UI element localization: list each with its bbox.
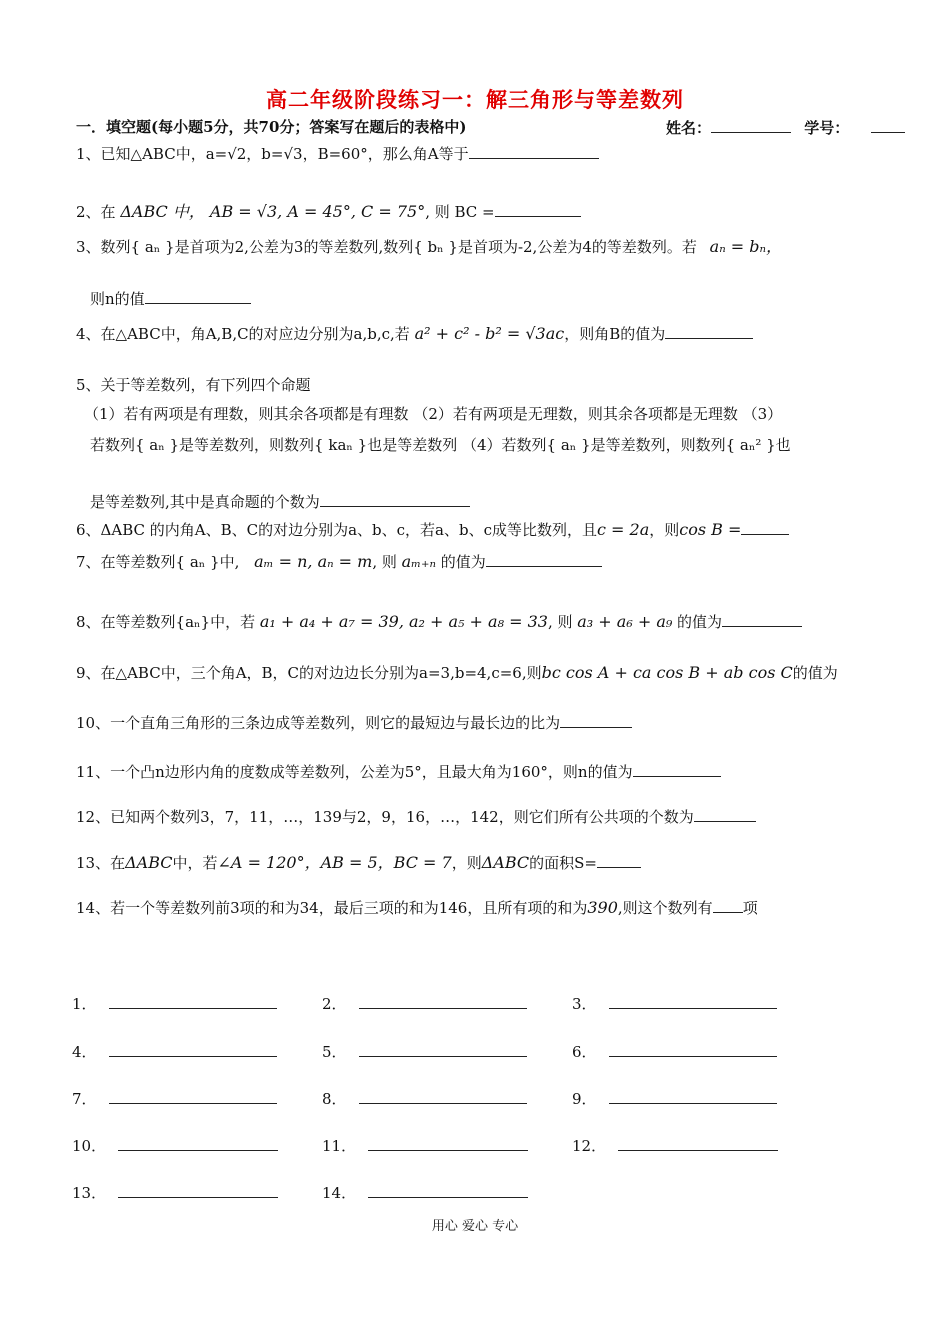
page-footer: 用心 爱心 专心 <box>431 1219 519 1234</box>
question-9 <box>76 662 838 684</box>
question-2-suffix: , 则 BC = <box>425 203 495 221</box>
answer-field[interactable] <box>359 992 527 1009</box>
question-2-prefix: 2、在 <box>76 203 116 221</box>
answer-label: 10． <box>72 1137 107 1155</box>
section-label: 一．填空题(每小题5分，共70分；答案写在题后的表格中) <box>76 118 467 136</box>
question-4-blank <box>665 322 753 339</box>
question-9-suffix: 的值为 <box>792 664 838 682</box>
question-7-blank <box>486 550 602 567</box>
question-14-mid: ,则这个数列有 <box>617 899 713 917</box>
question-5-line4: 是等差数列,其中是真命题的个数为 <box>90 493 320 511</box>
question-5-statements-a <box>84 403 782 425</box>
id-field[interactable] <box>871 116 905 133</box>
question-14-math: 390 <box>587 898 618 917</box>
answer-label: 3． <box>572 995 597 1013</box>
answer-label: 13． <box>72 1184 107 1202</box>
question-13-math3: ΔABC <box>481 853 530 872</box>
answer-label: 7． <box>72 1090 97 1108</box>
answer-field[interactable] <box>368 1181 528 1198</box>
question-7-prefix: 7、在等差数列{ aₙ }中, <box>76 553 240 571</box>
question-14-blank <box>713 896 743 913</box>
answer-label: 6． <box>572 1043 597 1061</box>
answer-row-2[interactable] <box>322 992 527 1014</box>
question-10 <box>76 711 632 734</box>
question-5-blank <box>320 490 470 507</box>
answer-field[interactable] <box>609 1040 777 1057</box>
question-5-line2: （1）若有两项是有理数，则其余各项都是有理数 （2）若有两项是无理数，则其余各项都是无理数 （3） <box>84 405 783 423</box>
question-9-math: bc cos A + ca cos B + ab cos C <box>541 663 793 682</box>
page-title: 高二年级阶段练习一：解三角形与等差数列 <box>266 87 684 112</box>
question-1-text: 1、已知△ABC中，a=√2，b=√3，B=60°，那么角A等于 <box>76 145 469 163</box>
question-13-prefix: 13、在 <box>76 854 126 872</box>
question-9-prefix: 9、在△ABC中，三个角A，B，C的对边边长分别为a=3,b=4,c=6,则 <box>76 664 542 682</box>
question-12-text: 12、已知两个数列3，7，11，…，139与2，9，16，…，142，则它们所有公共项的个数为 <box>76 808 694 826</box>
answer-field[interactable] <box>618 1134 778 1151</box>
answer-label: 4． <box>72 1043 97 1061</box>
answer-row-13[interactable] <box>72 1181 278 1203</box>
answer-row-3[interactable] <box>572 992 777 1014</box>
answer-label: 14． <box>322 1184 357 1202</box>
question-8-mid: , 则 <box>547 613 573 631</box>
answer-field[interactable] <box>609 992 777 1009</box>
question-4-prefix: 4、在△ABC中，角A,B,C的对应边分别为a,b,c,若 <box>76 325 410 343</box>
answer-row-4[interactable] <box>72 1040 277 1062</box>
name-label: 姓名： <box>666 119 712 137</box>
question-6-math2: cos B = <box>679 520 742 539</box>
question-3-blank <box>145 287 251 304</box>
question-12 <box>76 805 756 828</box>
question-3-line1: 3、数列{ aₙ }是首项为2,公差为3的等差数列,数列{ bₙ }是首项为-2,公差为4的等差数列。若 <box>76 238 697 256</box>
question-14 <box>76 896 758 919</box>
student-info <box>666 116 905 139</box>
question-11-text: 11、一个凸n边形内角的度数成等差数列，公差为5°，且最大角为160°，则n的值为 <box>76 763 633 781</box>
answer-field[interactable] <box>359 1040 527 1057</box>
question-4-suffix: ，则角B的值为 <box>564 325 666 343</box>
question-2 <box>76 200 581 223</box>
question-7 <box>76 550 602 573</box>
question-5-ask <box>90 490 470 513</box>
answer-label: 11． <box>322 1137 357 1155</box>
question-11-blank <box>633 760 721 777</box>
question-2-math: ΔABC 中， AB = √3, A = 45°, C = 75° <box>120 202 426 221</box>
answer-row-1[interactable] <box>72 992 277 1014</box>
question-13-mid: 中，若 <box>172 854 218 872</box>
question-13 <box>76 851 641 874</box>
question-13-suffix: 的面积S= <box>529 854 598 872</box>
answer-row-8[interactable] <box>322 1087 527 1109</box>
question-8-math: a₁ + a₄ + a₇ = 39, a₂ + a₅ + a₈ = 33 <box>259 612 548 631</box>
question-6-math: c = 2a <box>596 520 650 539</box>
question-6-prefix: 6、ΔABC 的内角A、B、C的对边分别为a、b、c，若a、b、c成等比数列，且 <box>76 521 597 539</box>
question-1 <box>76 142 599 165</box>
question-7-math: aₘ = n, aₙ = m <box>254 552 373 571</box>
question-6-mid: ，则 <box>649 521 680 539</box>
question-11 <box>76 760 721 783</box>
question-10-blank <box>560 711 632 728</box>
answer-row-12[interactable] <box>572 1134 778 1156</box>
question-2-blank <box>495 200 581 217</box>
question-7-suffix: 的值为 <box>435 553 486 571</box>
question-7-math2: aₘ₊ₙ <box>401 552 436 571</box>
question-14-prefix: 14、若一个等差数列前3项的和为34，最后三项的和为146，且所有项的和为 <box>76 899 588 917</box>
question-3-cont <box>90 287 251 310</box>
question-8 <box>76 610 802 633</box>
question-8-blank <box>722 610 802 627</box>
question-13-math2: ∠A = 120°，AB = 5，BC = 7 <box>217 853 452 872</box>
question-8-suffix: 的值为 <box>672 613 723 631</box>
answer-label: 2． <box>322 995 347 1013</box>
answer-row-10[interactable] <box>72 1134 278 1156</box>
answer-row-11[interactable] <box>322 1134 528 1156</box>
question-5-line3: 若数列{ aₙ }是等差数列，则数列{ kaₙ }也是等差数列 （4）若数列{ aₙ }是等差数列，则数列{ aₙ² }也 <box>90 436 791 454</box>
question-8-prefix: 8、在等差数列{aₙ}中，若 <box>76 613 256 631</box>
question-1-blank <box>469 142 599 159</box>
answer-row-6[interactable] <box>572 1040 777 1062</box>
question-13-math: ΔABC <box>125 853 173 872</box>
answer-row-5[interactable] <box>322 1040 527 1062</box>
answer-field[interactable] <box>368 1134 528 1151</box>
question-4 <box>76 322 753 345</box>
question-4-math: a² + c² - b² = √3ac <box>414 324 565 343</box>
question-6-blank <box>741 518 789 535</box>
question-10-text: 10、一个直角三角形的三条边成等差数列，则它的最短边与最长边的比为 <box>76 714 561 732</box>
answer-label: 12． <box>572 1137 607 1155</box>
question-13-blank <box>597 851 641 868</box>
question-7-mid: , 则 <box>372 553 397 571</box>
question-3-condition: aₙ = bₙ， <box>709 237 782 256</box>
answer-field[interactable] <box>359 1087 527 1104</box>
answer-row-7[interactable] <box>72 1087 277 1109</box>
question-3-line2: 则n的值 <box>90 290 145 308</box>
question-5-statements-b <box>90 434 791 456</box>
question-8-math2: a₃ + a₆ + a₉ <box>577 612 673 631</box>
name-field[interactable] <box>711 116 791 133</box>
answer-label: 1． <box>72 995 97 1013</box>
section-heading <box>76 116 467 138</box>
answer-field[interactable] <box>609 1087 777 1104</box>
question-13-mid2: ，则 <box>451 854 482 872</box>
answer-row-14[interactable] <box>322 1181 528 1203</box>
answer-field[interactable] <box>118 1134 278 1151</box>
question-12-blank <box>694 805 756 822</box>
answer-label: 9． <box>572 1090 597 1108</box>
question-5-line1: 5、关于等差数列，有下列四个命题 <box>76 376 311 394</box>
answer-field[interactable] <box>109 1087 277 1104</box>
answer-field[interactable] <box>109 992 277 1009</box>
id-label: 学号： <box>804 119 850 137</box>
answer-label: 8． <box>322 1090 347 1108</box>
answer-field[interactable] <box>118 1181 278 1198</box>
answer-row-9[interactable] <box>572 1087 777 1109</box>
question-14-suffix: 项 <box>742 899 758 917</box>
question-3 <box>76 236 782 258</box>
question-5 <box>76 374 311 396</box>
question-6 <box>76 518 789 541</box>
answer-field[interactable] <box>109 1040 277 1057</box>
answer-label: 5． <box>322 1043 347 1061</box>
